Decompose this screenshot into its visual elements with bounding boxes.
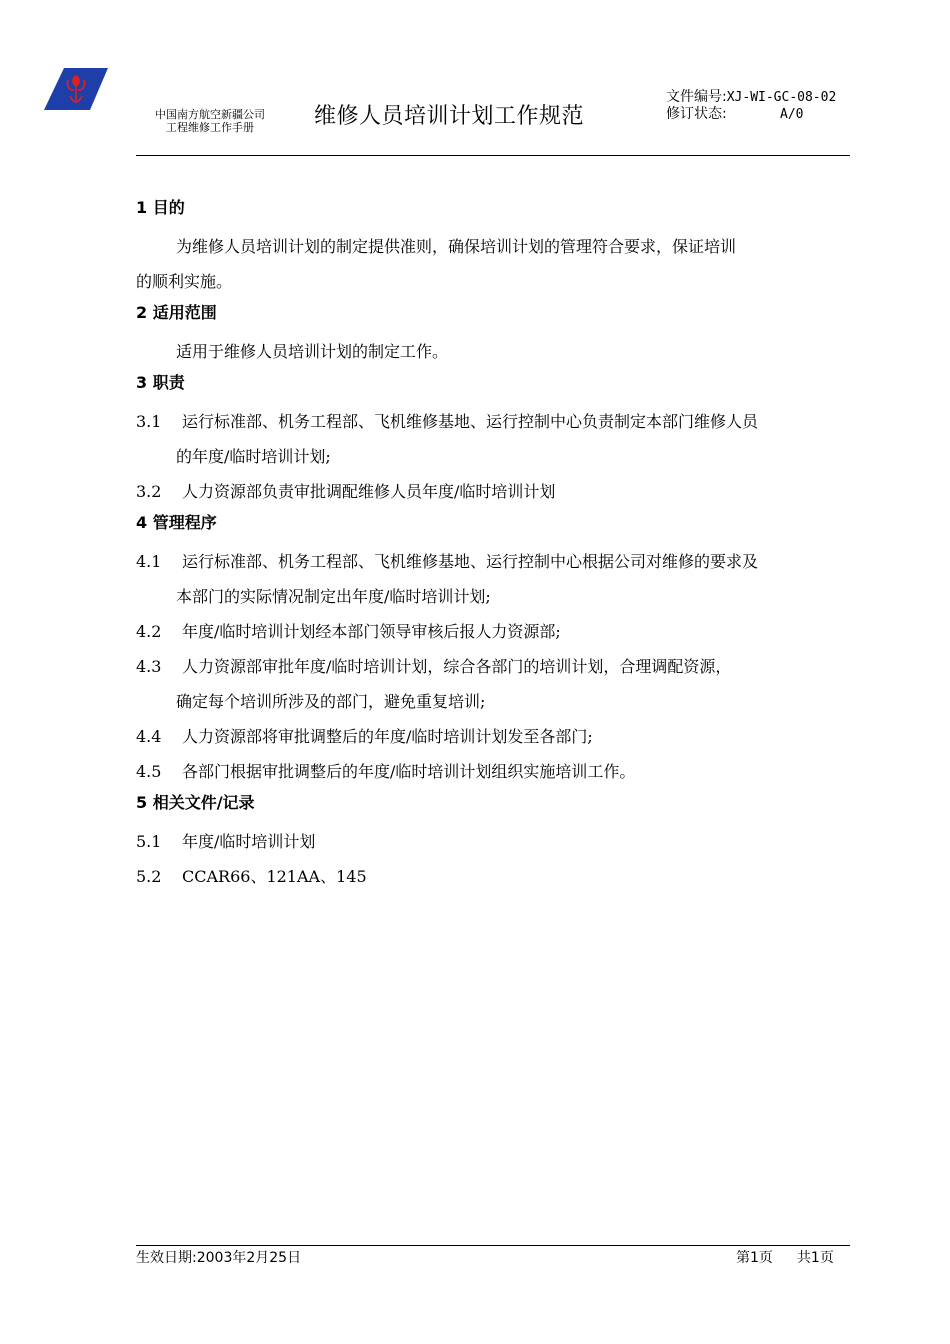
item-text: 年度/临时培训计划 — [182, 832, 316, 851]
item-text: CCAR66、121AA、145 — [182, 867, 367, 886]
company-logo — [42, 64, 110, 112]
page-info — [736, 1247, 834, 1267]
section-heading-responsibilities: 3 职责 — [136, 373, 185, 392]
page-total: 共1页 — [796, 1250, 834, 1266]
scope-paragraph: 适用于维修人员培训计划的制定工作。 — [176, 342, 449, 361]
item-number: 4.4 — [136, 727, 162, 746]
header-divider — [136, 155, 850, 156]
item-number: 3.1 — [136, 412, 162, 431]
list-item — [136, 754, 852, 789]
purpose-line-1: 为维修人员培训计划的制定提供准则，确保培训计划的管理符合要求，保证培训 — [176, 237, 737, 256]
doc-number-row — [666, 89, 836, 106]
item-number: 4.3 — [136, 657, 162, 676]
item-text: 各部门根据审批调整后的年度/临时培训计划组织实施培训工作。 — [182, 762, 636, 781]
list-item — [136, 614, 852, 649]
company-name — [140, 108, 280, 134]
list-item — [136, 824, 852, 859]
list-item — [136, 544, 852, 579]
list-item — [136, 474, 852, 509]
item-text: 年度/临时培训计划经本部门领导审核后报人力资源部; — [182, 622, 561, 641]
item-number: 4.2 — [136, 622, 162, 641]
page-number: 第1页 — [736, 1250, 773, 1266]
doc-number-label: 文件编号: — [666, 89, 727, 105]
footer-divider — [136, 1245, 850, 1246]
revision-row — [666, 106, 836, 123]
item-continuation: 的年度/临时培训计划; — [176, 447, 331, 466]
item-continuation: 本部门的实际情况制定出年度/临时培训计划; — [176, 587, 491, 606]
company-name-line2: 工程维修工作手册 — [166, 121, 254, 134]
section-heading-related-documents: 5 相关文件/记录 — [136, 793, 255, 812]
item-number: 5.1 — [136, 832, 162, 851]
section-heading-scope: 2 适用范围 — [136, 303, 217, 322]
document-meta — [666, 89, 836, 123]
item-text: 人力资源部负责审批调配维修人员年度/临时培训计划 — [182, 482, 556, 501]
doc-number: XJ-WI-GC-08-02 — [726, 90, 837, 105]
item-number: 5.2 — [136, 867, 162, 886]
item-text: 运行标准部、机务工程部、飞机维修基地、运行控制中心根据公司对维修的要求及 — [182, 552, 759, 571]
effective-date: 生效日期:2003年2月25日 — [136, 1250, 302, 1266]
item-text: 人力资源部审批年度/临时培训计划，综合各部门的培训计划，合理调配资源， — [182, 657, 732, 676]
document-title: 维修人员培训计划工作规范 — [314, 104, 585, 129]
section-heading-procedure: 4 管理程序 — [136, 513, 217, 532]
item-text: 人力资源部将审批调整后的年度/临时培训计划发至各部门; — [182, 727, 593, 746]
purpose-line-2: 的顺利实施。 — [136, 272, 233, 291]
list-item — [136, 649, 852, 684]
item-text: 运行标准部、机务工程部、飞机维修基地、运行控制中心负责制定本部门维修人员 — [182, 412, 759, 431]
list-item — [136, 404, 852, 439]
section-heading-purpose: 1 目的 — [136, 198, 185, 217]
list-item — [136, 719, 852, 754]
revision-value: A/0 — [780, 107, 804, 122]
item-number: 4.1 — [136, 552, 162, 571]
revision-label: 修订状态: — [666, 106, 727, 122]
item-continuation: 确定每个培训所涉及的部门，避免重复培训; — [176, 692, 486, 711]
list-item — [136, 859, 852, 894]
company-name-line1: 中国南方航空新疆公司 — [155, 108, 265, 121]
item-number: 3.2 — [136, 482, 162, 501]
document-body — [136, 194, 852, 894]
item-number: 4.5 — [136, 762, 162, 781]
